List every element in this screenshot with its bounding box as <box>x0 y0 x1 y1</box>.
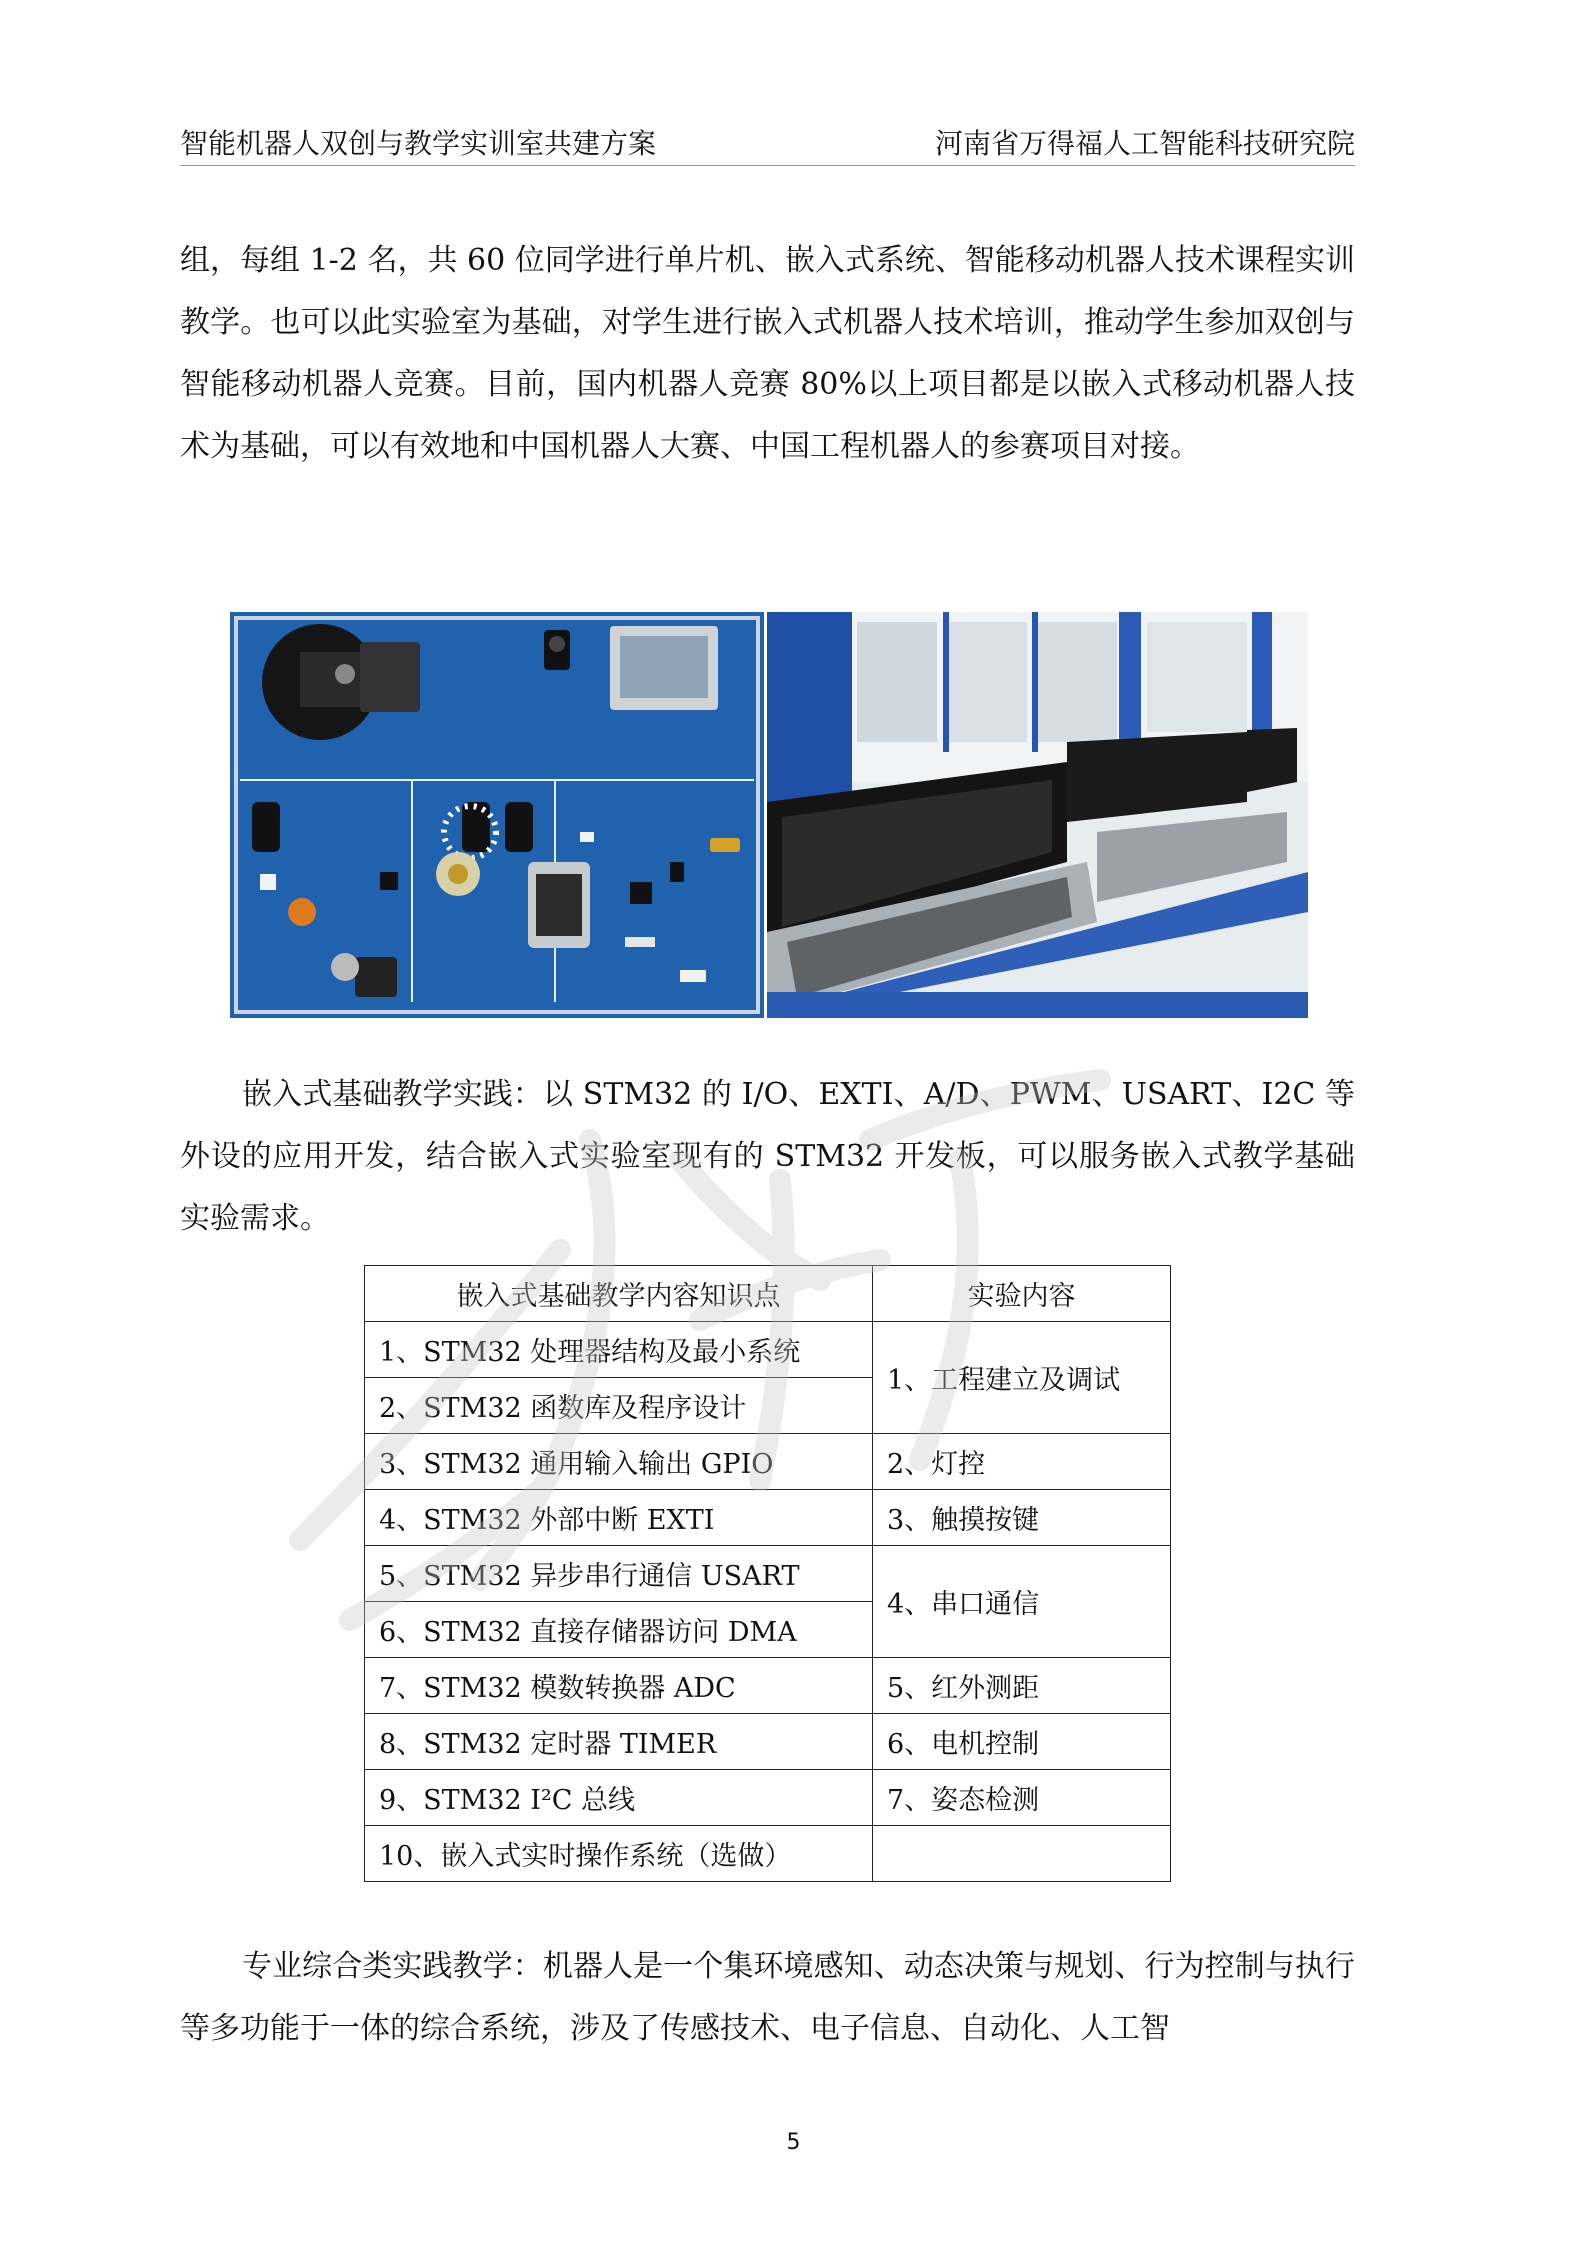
training-board-photo <box>230 612 764 1018</box>
table-cell-experiment: 5、红外测距 <box>873 1658 1171 1714</box>
table-row <box>365 1434 1171 1490</box>
header-title-right: 河南省万得福人工智能科技研究院 <box>934 127 1355 160</box>
table-cell-experiment: 3、触摸按键 <box>873 1490 1171 1546</box>
table-cell-knowledge: 7、STM32 模数转换器 ADC <box>365 1658 873 1714</box>
table-row <box>365 1658 1171 1714</box>
lab-room-illustration <box>767 612 1308 1018</box>
table-cell-experiment: 4、串口通信 <box>873 1546 1171 1658</box>
paragraph-embedded-practice: 嵌入式基础教学实践：以 STM32 的 I/O、EXTI、A/D、PWM、USART、I2C 等外设的应用开发，结合嵌入式实验室现有的 STM32 开发板，可以服务嵌入式教学基础实验需求。 <box>180 1077 1355 1236</box>
table-row <box>365 1322 1171 1378</box>
page-number: 5 <box>786 2130 801 2155</box>
table-cell-experiment: 6、电机控制 <box>873 1714 1171 1770</box>
table-cell-knowledge: 8、STM32 定时器 TIMER <box>365 1714 873 1770</box>
table-cell-knowledge: 10、嵌入式实时操作系统（选做） <box>365 1826 873 1882</box>
paragraph-comprehensive-practice: 专业综合类实践教学：机器人是一个集环境感知、动态决策与规划、行为控制与执行等多功能于一体的综合系统，涉及了传感技术、电子信息、自动化、人工智 <box>180 1949 1355 2046</box>
table-cell-experiment <box>873 1826 1171 1882</box>
table-row <box>365 1770 1171 1826</box>
header-title-left: 智能机器人双创与教学实训室共建方案 <box>180 127 657 160</box>
table-cell-experiment: 1、工程建立及调试 <box>873 1322 1171 1434</box>
table-row <box>365 1826 1171 1882</box>
table-row <box>365 1714 1171 1770</box>
training-board-illustration <box>230 612 764 1018</box>
table-cell-knowledge: 9、STM32 I²C 总线 <box>365 1770 873 1826</box>
header-divider <box>180 165 1355 166</box>
table-cell-knowledge: 1、STM32 处理器结构及最小系统 <box>365 1322 873 1378</box>
table-cell-experiment: 2、灯控 <box>873 1434 1171 1490</box>
table-cell-knowledge: 2、STM32 函数库及程序设计 <box>365 1378 873 1434</box>
table-row <box>365 1490 1171 1546</box>
table-cell-knowledge: 4、STM32 外部中断 EXTI <box>365 1490 873 1546</box>
table-header-knowledge: 嵌入式基础教学内容知识点 <box>365 1266 873 1322</box>
paragraph-course-intro: 组，每组 1-2 名，共 60 位同学进行单片机、嵌入式系统、智能移动机器人技术课程实训教学。也可以此实验室为基础，对学生进行嵌入式机器人技术培训，推动学生参加双创与智能移动机器人竞赛。目前，国内机器人竞赛 80%以上项目都是以嵌入式移动机器人技术为基础，可以有效地和中国机器人大赛、中国工程机器人的参赛项目对接。 <box>180 243 1355 464</box>
lab-room-photo <box>767 612 1308 1018</box>
table-cell-knowledge: 5、STM32 异步串行通信 USART <box>365 1546 873 1602</box>
table-cell-knowledge: 3、STM32 通用输入输出 GPIO <box>365 1434 873 1490</box>
knowledge-table <box>364 1265 1171 1882</box>
table-cell-experiment: 7、姿态检测 <box>873 1770 1171 1826</box>
table-header-experiment: 实验内容 <box>873 1266 1171 1322</box>
table-row <box>365 1546 1171 1602</box>
table-header-row <box>365 1266 1171 1322</box>
table-cell-knowledge: 6、STM32 直接存储器访问 DMA <box>365 1602 873 1658</box>
